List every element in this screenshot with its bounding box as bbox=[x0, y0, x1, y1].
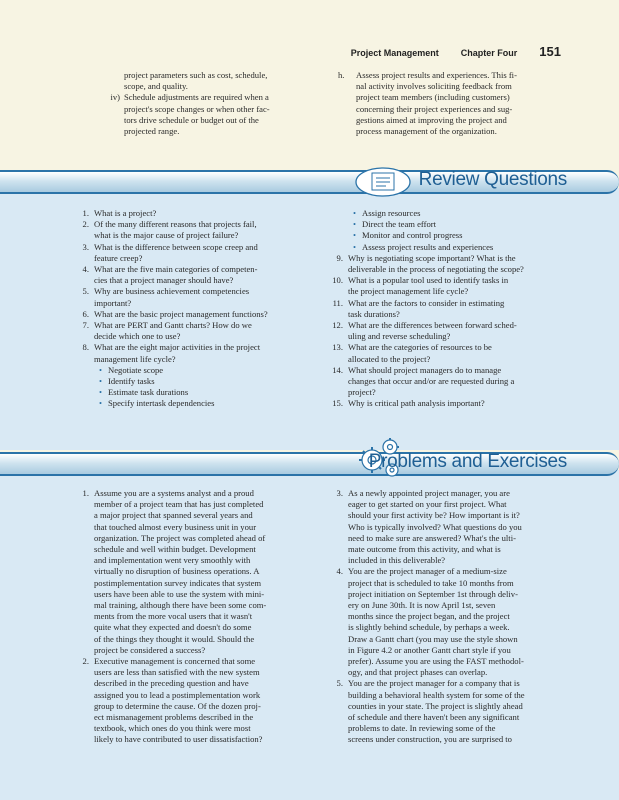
problems-left bbox=[76, 488, 326, 746]
problems-banner bbox=[0, 446, 619, 478]
checklist-icon bbox=[352, 164, 414, 198]
bullet-item bbox=[353, 219, 562, 230]
text-line: ery on June 30th. It is now April 1st, seven bbox=[348, 600, 496, 611]
bullet-item bbox=[353, 208, 562, 219]
item-label: h. bbox=[338, 70, 345, 80]
bullet-list bbox=[330, 208, 562, 253]
bullet-text: Estimate task durations bbox=[108, 387, 189, 398]
text-line: What are the differences between forward sched- bbox=[348, 320, 517, 331]
text-line: Of the many different reasons that projects fail, bbox=[94, 219, 257, 230]
item-text bbox=[94, 219, 326, 241]
list-item bbox=[330, 678, 562, 745]
bullet-text: Monitor and control progress bbox=[362, 230, 463, 241]
text-line: group to determine the cause. Of the dozen proj- bbox=[94, 700, 261, 711]
item-text bbox=[94, 320, 326, 342]
list-item bbox=[330, 253, 562, 275]
text-line: in Figure 4.2 or another Gantt chart style if you bbox=[348, 644, 511, 655]
item-number: 2. bbox=[82, 219, 89, 230]
item-number: 13. bbox=[332, 342, 343, 353]
text-line: What are the eight major activities in the project bbox=[94, 342, 261, 353]
question-list bbox=[330, 253, 562, 410]
text-line: important? bbox=[94, 297, 132, 308]
bullet-item bbox=[99, 398, 326, 409]
bullet-icon: • bbox=[99, 364, 103, 375]
text-line: included in this deliverable? bbox=[348, 555, 446, 566]
text-line: Why is critical path analysis important? bbox=[348, 398, 485, 409]
text-line: ogy, and that project phases can overlap. bbox=[348, 667, 488, 678]
section-title-problems: Problems and Exercises bbox=[368, 451, 567, 472]
text-line: What are PERT and Gantt charts? How do we bbox=[94, 320, 252, 331]
text-line: concerning their project experiences and sug- bbox=[356, 103, 513, 114]
item-text bbox=[348, 678, 562, 745]
problem-list bbox=[330, 488, 562, 746]
text-line: users are less than satisfied with the new system bbox=[94, 667, 260, 678]
item-number: 7. bbox=[82, 320, 89, 331]
item-number: 14. bbox=[332, 364, 343, 375]
text-line: scope, and quality. bbox=[124, 81, 188, 92]
text-line: As a newly appointed project manager, you are bbox=[348, 488, 510, 498]
item-text bbox=[348, 253, 562, 275]
running-head-section: Project Management bbox=[350, 48, 439, 58]
text-line: ments from the more vocal users that it wasn't bbox=[94, 611, 253, 622]
text-line: What is a project? bbox=[94, 208, 157, 218]
text-line: management life cycle? bbox=[94, 353, 176, 364]
text-line: What is a popular tool used to identify tasks in bbox=[348, 275, 509, 286]
list-item-iv bbox=[98, 92, 320, 137]
text-line: projected range. bbox=[124, 126, 180, 137]
item-number: 12. bbox=[332, 320, 343, 331]
text-line: project parameters such as cost, schedule, bbox=[124, 70, 268, 80]
bullet-text: Specify intertask dependencies bbox=[108, 398, 215, 409]
item-text bbox=[94, 342, 326, 364]
item-text bbox=[94, 286, 326, 308]
page-number: 151 bbox=[539, 44, 561, 59]
text-line: What is the difference between scope creep and bbox=[94, 241, 258, 252]
problems-right bbox=[330, 488, 562, 746]
bullet-icon: • bbox=[99, 387, 103, 398]
item-text bbox=[348, 342, 562, 364]
bullet-icon: • bbox=[353, 208, 357, 218]
bullet-text: Negotiate scope bbox=[108, 364, 164, 375]
text-line: What are the factors to consider in estimating bbox=[348, 297, 505, 308]
item-text bbox=[348, 566, 562, 678]
text-line: is slightly behind schedule, by perhaps a week. bbox=[348, 622, 510, 633]
text-line: project team members (including customers) bbox=[356, 92, 510, 103]
text-line: organization. The project was completed ahead of bbox=[94, 532, 266, 543]
bullet-icon: • bbox=[353, 219, 357, 230]
item-number: 4. bbox=[336, 566, 343, 577]
list-item bbox=[330, 488, 562, 566]
text-line: deliverable in the process of negotiating the scope? bbox=[348, 264, 524, 275]
text-line: months since the project began, and the project bbox=[348, 611, 510, 622]
text-line: textbook, which ones do you think were most bbox=[94, 723, 251, 734]
question-list bbox=[76, 208, 326, 365]
item-number: 3. bbox=[336, 488, 343, 498]
bullet-item bbox=[99, 387, 326, 398]
list-item bbox=[76, 208, 326, 219]
text-line: described in the preceding question and have bbox=[94, 678, 249, 689]
text-line: schedule and well within budget. Development bbox=[94, 544, 256, 555]
bullet-icon: • bbox=[353, 241, 357, 252]
bullet-text: Identify tasks bbox=[108, 376, 155, 387]
text-line: ect mismanagement problems described in the bbox=[94, 712, 254, 723]
text-line: process management of the organization. bbox=[356, 126, 497, 137]
item-number: 4. bbox=[82, 264, 89, 275]
text-line: Executive management is concerned that some bbox=[94, 656, 256, 667]
text-line: a major project that spanned several years and bbox=[94, 510, 253, 521]
text-line: project? bbox=[348, 387, 376, 398]
text-line: quite what they expected and doesn't do some bbox=[94, 622, 252, 633]
list-item bbox=[330, 398, 562, 409]
text-line: project that is scheduled to take 10 months from bbox=[348, 577, 514, 588]
text-line: need to make sure are answered? What's the ulti- bbox=[348, 532, 516, 543]
item-text bbox=[94, 264, 326, 286]
review-banner bbox=[0, 164, 619, 196]
text-line: screens under construction, you are surprised to bbox=[348, 734, 512, 745]
text-line: users have been able to use the system with mini- bbox=[94, 588, 265, 599]
text-line: nal activity involves soliciting feedback from bbox=[356, 81, 512, 92]
text-line: What are the five main categories of competen- bbox=[94, 264, 258, 275]
text-line: problems to date. In reviewing some of the bbox=[348, 723, 496, 734]
item-text bbox=[94, 488, 326, 656]
item-text bbox=[348, 320, 562, 342]
running-head bbox=[351, 44, 561, 59]
bullet-text: Assess project results and experiences bbox=[362, 241, 494, 252]
text-line: decide which one to use? bbox=[94, 331, 181, 342]
bullet-item bbox=[99, 365, 326, 376]
text-line: Draw a Gantt chart (you may use the style shown bbox=[348, 633, 518, 644]
text-line: You are the project manager of a medium-size bbox=[348, 566, 507, 577]
text-line: mate outcome from this activity, and what is bbox=[348, 544, 501, 555]
text-line: project's scope changes or when other fac- bbox=[124, 103, 270, 114]
item-number: 5. bbox=[82, 286, 89, 297]
text-line: likely to have contributed to user dissatisfaction? bbox=[94, 734, 263, 745]
list-item bbox=[76, 656, 326, 746]
bullet-list bbox=[76, 365, 326, 410]
item-number: 5. bbox=[336, 678, 343, 689]
text-line: of the things they thought it would. Should the bbox=[94, 633, 255, 644]
text-line: tors drive schedule or budget out of the bbox=[124, 114, 259, 125]
text-line: mal training, although there have been some com- bbox=[94, 600, 267, 611]
bullet-icon: • bbox=[99, 376, 103, 387]
text-line: virtually no disruption of business operations. A bbox=[94, 566, 260, 577]
text-line: that touched almost every business unit in your bbox=[94, 521, 257, 532]
text-line: cies that a project manager should have? bbox=[94, 275, 234, 286]
item-number: 1. bbox=[82, 208, 89, 218]
list-item bbox=[76, 342, 326, 364]
text-line: counties in your state. The project is slightly ahead bbox=[348, 700, 523, 711]
text-line: eager to get started on your first project. What bbox=[348, 499, 507, 510]
item-text bbox=[94, 242, 326, 264]
list-item bbox=[330, 566, 562, 678]
bullet-item bbox=[353, 242, 562, 253]
bullet-icon: • bbox=[353, 230, 357, 241]
text-line: of schedule and there haven't been any significant bbox=[348, 712, 520, 723]
running-head-chapter: Chapter Four bbox=[460, 48, 518, 58]
item-number: 1. bbox=[82, 488, 89, 498]
text-line: Who is typically involved? What questions do you bbox=[348, 521, 522, 532]
bullet-icon: • bbox=[99, 398, 103, 409]
text-line: Assess project results and experiences. This fi- bbox=[356, 70, 517, 80]
text-line: What are the categories of resources to be bbox=[348, 342, 492, 353]
text-line: assigned you to lead a postimplementation work bbox=[94, 689, 261, 700]
item-text bbox=[348, 365, 562, 399]
list-item bbox=[76, 242, 326, 264]
list-item bbox=[330, 320, 562, 342]
text-line: building a behavioral health system for some of the bbox=[348, 689, 525, 700]
list-item bbox=[330, 342, 562, 364]
text-line: task durations? bbox=[348, 308, 400, 319]
item-number: 9. bbox=[336, 252, 343, 263]
list-item bbox=[76, 286, 326, 308]
list-item bbox=[76, 309, 326, 320]
item-text bbox=[94, 208, 326, 219]
text-line: What are the basic project management functions? bbox=[94, 308, 268, 319]
item-text bbox=[348, 275, 562, 297]
item-number: 2. bbox=[82, 656, 89, 667]
text-line: allocated to the project? bbox=[348, 353, 431, 364]
section-title-review: Review Questions bbox=[418, 169, 567, 190]
list-item bbox=[330, 298, 562, 320]
text-line: member of a project team that has just completed bbox=[94, 499, 264, 510]
problem-list bbox=[76, 488, 326, 746]
text-line: postimplementation survey indicates that system bbox=[94, 577, 262, 588]
item-text bbox=[94, 309, 326, 320]
text-line: and implementation went very smoothly with bbox=[94, 555, 251, 566]
list-item bbox=[76, 264, 326, 286]
item-label: iv) bbox=[110, 92, 120, 103]
continuation-right bbox=[338, 70, 560, 137]
list-item bbox=[76, 219, 326, 241]
item-number: 8. bbox=[82, 342, 89, 353]
text-line: the project management life cycle? bbox=[348, 286, 469, 297]
item-text bbox=[348, 298, 562, 320]
text-line: Schedule adjustments are required when a bbox=[124, 92, 269, 103]
continuation-left bbox=[98, 70, 320, 137]
list-item bbox=[76, 488, 326, 656]
bullet-item bbox=[353, 230, 562, 241]
text-line: uling and reverse scheduling? bbox=[348, 331, 451, 342]
list-item bbox=[76, 320, 326, 342]
item-text bbox=[94, 656, 326, 746]
item-number: 10. bbox=[332, 275, 343, 286]
bullet-text: Direct the team effort bbox=[362, 219, 437, 230]
item-text bbox=[348, 398, 562, 409]
text-line: project be considered a success? bbox=[94, 644, 206, 655]
text-line: prefer). Assume you are using the FAST methodol- bbox=[348, 656, 524, 667]
text-line: what is the major cause of project failure? bbox=[94, 230, 239, 241]
review-questions-right bbox=[330, 208, 562, 410]
bullet-text: Assign resources bbox=[362, 208, 421, 218]
item-number: 6. bbox=[82, 308, 89, 319]
review-questions-left bbox=[76, 208, 326, 410]
text-line: Why is negotiating scope important? What is the bbox=[348, 252, 516, 263]
text-line: gestions aimed at improving the project and bbox=[356, 114, 507, 125]
text-line: What should project managers do to manage bbox=[348, 364, 502, 375]
text-line: should your first activity be? How important is it? bbox=[348, 510, 520, 521]
item-number: 15. bbox=[332, 398, 343, 409]
list-item-h bbox=[338, 70, 560, 137]
item-text bbox=[348, 488, 562, 566]
list-item bbox=[330, 365, 562, 399]
bullet-item bbox=[99, 376, 326, 387]
item-number: 11. bbox=[332, 297, 343, 308]
text-line: feature creep? bbox=[94, 252, 143, 263]
item-number: 3. bbox=[82, 241, 89, 252]
text-line: Why are business achievement competencies bbox=[94, 286, 250, 297]
text-line: You are the project manager for a company that is bbox=[348, 678, 520, 689]
text-line: changes that occur and/or are requested during a bbox=[348, 376, 515, 387]
text-line: project initiation on September 1st through deliv- bbox=[348, 588, 518, 599]
text-line: Assume you are a systems analyst and a proud bbox=[94, 488, 254, 498]
list-item bbox=[330, 275, 562, 297]
